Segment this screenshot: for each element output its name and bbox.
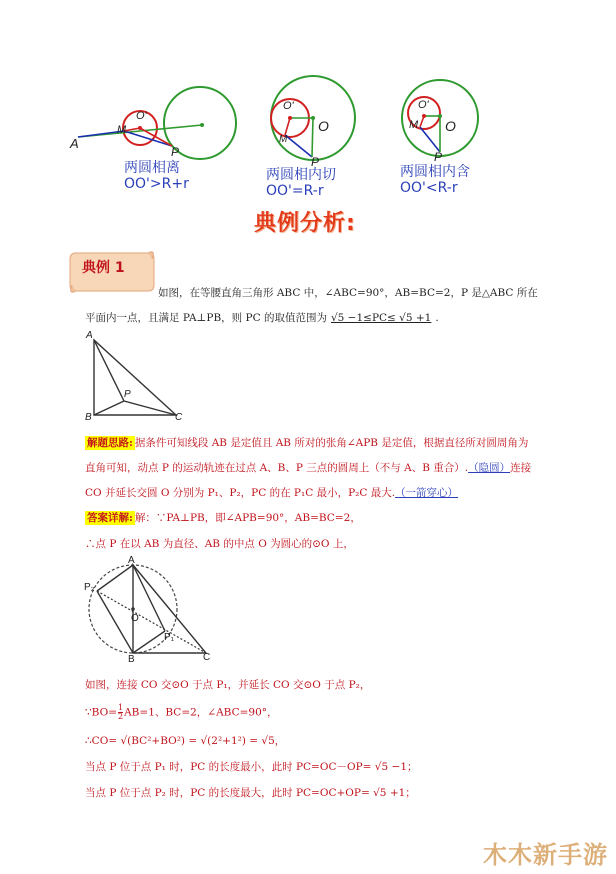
answer-line-1-text: 解：∵PA⊥PB，即∠APB=90°，AB=BC=2，: [134, 512, 361, 524]
fig2-label-a: A: [128, 555, 135, 566]
fig2-label-p1: P₁: [164, 632, 175, 643]
answer-line-2: ∴点 P 在以 AB 为直径、AB 的中点 O 为圆心的⊙O 上，: [85, 538, 354, 550]
apart-label-o1: O': [136, 110, 147, 122]
analysis-line-1-text: 据条件可知线段 AB 是定值且 AB 所对的张角∠APB 是定值，根据直径所对圆周角为: [134, 437, 529, 449]
tangent-label-o1: O': [283, 100, 294, 112]
fraction-denominator: 2: [118, 712, 124, 721]
analysis-tag-hidden-circle: （隐圆）: [468, 462, 511, 474]
answer-fraction: [118, 704, 123, 721]
problem-line-2-text: 平面内一点，且满足 PA⊥PB，则 PC 的取值范围为: [85, 312, 327, 324]
watermark-logo: 木木新手游: [483, 841, 608, 869]
analysis-line-2-end: 连接: [510, 462, 532, 474]
fraction-numerator: 1: [118, 703, 124, 712]
fig1-label-c: C: [175, 412, 183, 423]
analysis-tag-arrow: （一箭穿心）: [395, 487, 459, 499]
contained-label-m: M: [409, 119, 419, 131]
fig1-label-a: A: [86, 330, 93, 341]
answer-line-5: ∴CO= √(BC²+BO²) = √(2²+1²) = √5，: [85, 735, 286, 747]
fig2-label-o: O: [131, 613, 139, 624]
answer-label: 答案详解:: [87, 512, 133, 524]
answer-line-4-start: ∵BO=: [85, 706, 117, 719]
apart-label-a: A: [70, 136, 79, 151]
example-label: 典例 1: [82, 260, 125, 276]
contained-caption-2: OO'<R-r: [400, 180, 458, 196]
apart-label-p: P: [171, 145, 180, 159]
tangent-caption-1: 两圆相内切: [266, 167, 336, 183]
fig1-label-b: B: [85, 412, 92, 423]
tangent-label-p: P: [311, 155, 320, 169]
answer-line-4-end: AB=1、BC=2，∠ABC=90°，: [124, 706, 278, 719]
problem-answer-blank: √5 −1≤PC≤ √5 +1: [330, 312, 432, 324]
tangent-caption-2: OO'=R-r: [266, 183, 324, 199]
section-title: 典例分析:: [254, 211, 356, 236]
contained-caption-1: 两圆相内含: [400, 164, 470, 180]
fig2-label-b: B: [128, 654, 135, 665]
answer-line-4: [85, 704, 278, 721]
answer-line-3: 如图，连接 CO 交⊙O 于点 P₁，并延长 CO 交⊙O 于点 P₂，: [85, 679, 371, 691]
apart-caption-1: 两圆相离: [124, 160, 180, 176]
answer-line-6: 当点 P 位于点 P₁ 时，PC 的长度最小，此时 PC=OC－OP= √5 −1；: [85, 761, 418, 773]
tangent-label-m: M: [279, 134, 288, 145]
contained-label-o: O: [445, 118, 456, 134]
fig2-label-p2: P₂: [84, 582, 95, 593]
fig2-label-c: C: [203, 652, 211, 663]
analysis-line-2-text: 直角可知，动点 P 的运动轨迹在过点 A、B、P 三点的圆周上（不与 A、B 重合）.: [85, 462, 469, 474]
analysis-label: 解题思路:: [87, 437, 133, 449]
problem-line-2-end: .: [435, 312, 439, 324]
tangent-label-o: O: [318, 118, 329, 134]
contained-label-o1: O': [418, 99, 429, 111]
apart-caption-2: OO'>R+r: [124, 176, 189, 192]
problem-line-1: 如图，在等腰直角三角形 ABC 中，∠ABC=90°，AB=BC=2，P 是△ABC 所在: [158, 287, 538, 299]
contained-label-p: P: [434, 150, 443, 164]
fig1-label-p: P: [124, 389, 131, 400]
apart-label-m: M: [117, 124, 127, 136]
analysis-line-3-text: CO 并延长交圆 O 分别为 P₁、P₂，PC 的在 P₁C 最小，P₂C 最大.: [85, 487, 396, 499]
answer-line-7: 当点 P 位于点 P₂ 时，PC 的长度最大，此时 PC=OC+OP= √5 +1；: [85, 787, 416, 799]
